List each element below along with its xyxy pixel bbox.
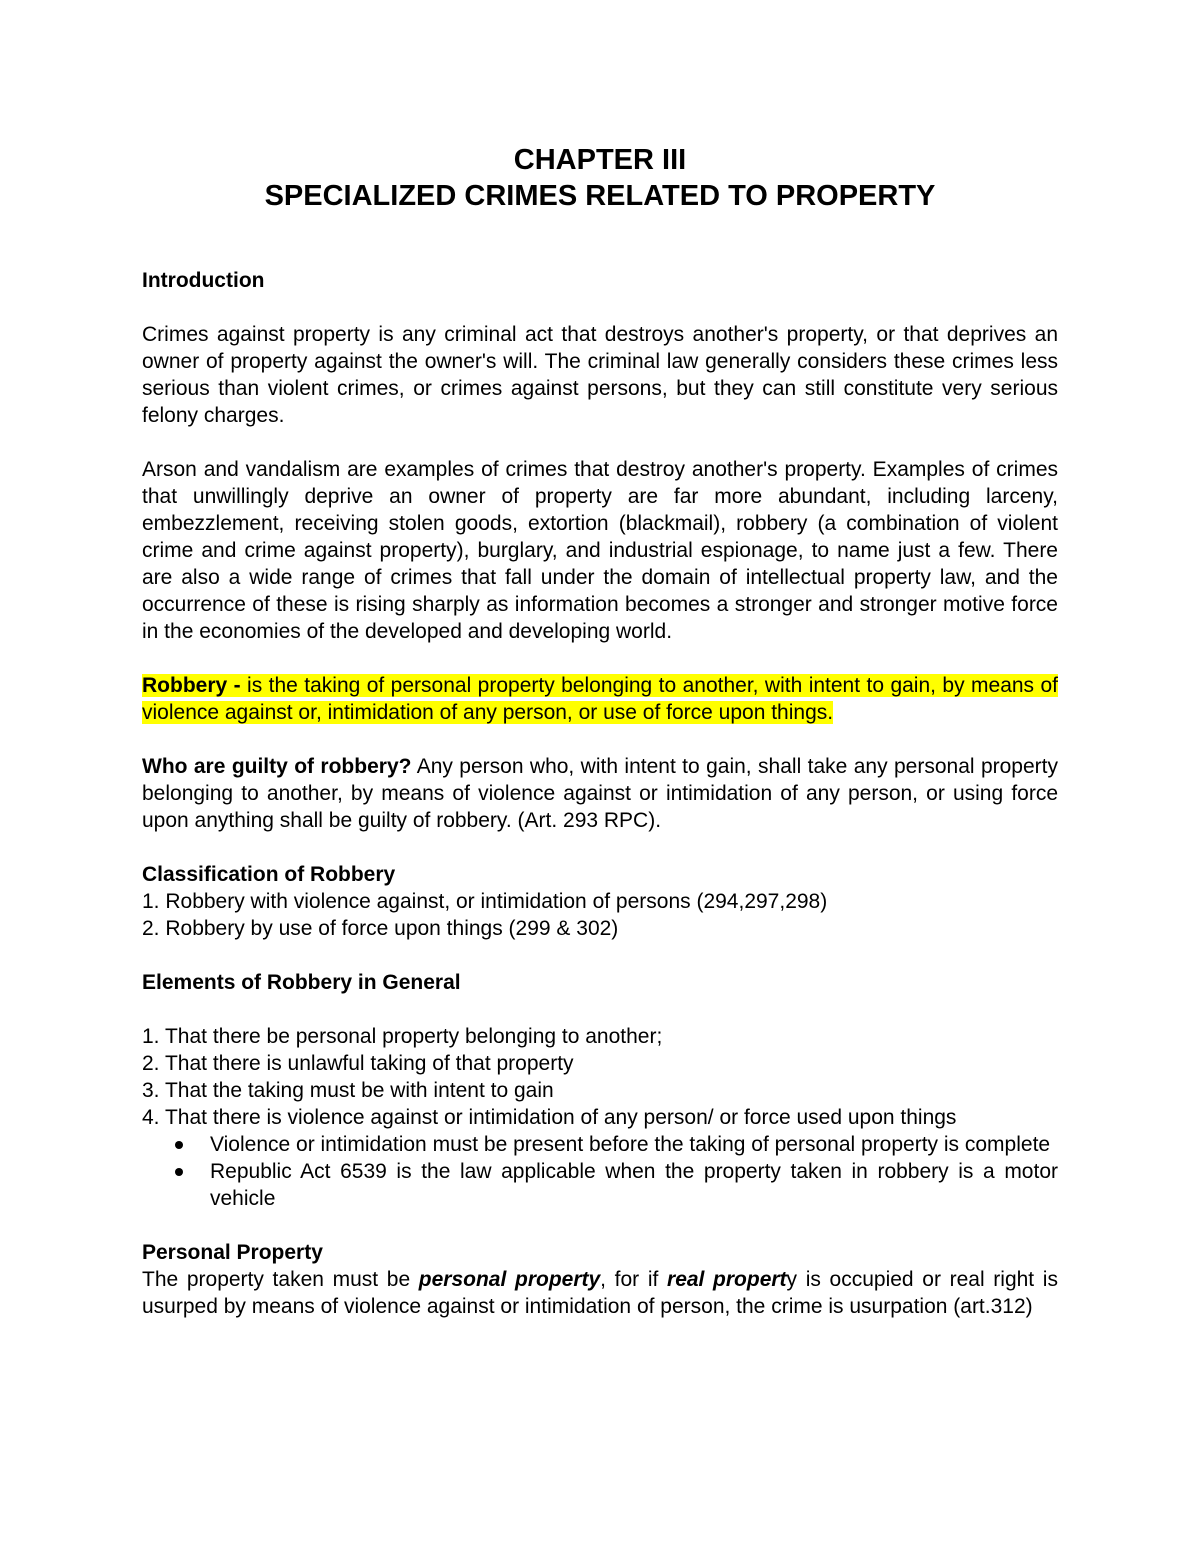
elements-item: 3. That the taking must be with intent to gain: [142, 1079, 554, 1102]
elements-list: [142, 1023, 1058, 1131]
document-page: [142, 142, 1058, 1320]
elements-item: 2. That there is unlawful taking of that property: [142, 1052, 574, 1075]
chapter-subtitle: SPECIALIZED CRIMES RELATED TO PROPERTY: [264, 180, 936, 212]
elements-heading: Elements of Robbery in General: [142, 971, 461, 994]
robbery-definition: [142, 672, 1058, 726]
pp-text-a: The property taken must be: [142, 1268, 419, 1291]
guilty-question: Who are guilty of robbery?: [142, 755, 412, 778]
chapter-title: [142, 142, 1058, 214]
bullet-text: Republic Act 6539 is the law applicable when the property taken in robbery is a motor vehicle: [210, 1160, 1058, 1210]
classification-heading: Classification of Robbery: [142, 863, 396, 886]
elements-item: 1. That there be personal property belonging to another;: [142, 1025, 663, 1048]
bullet-item: [210, 1158, 1058, 1212]
robbery-definition-text: is the taking of personal property belonging to another, with intent to gain, by means of violence against or, intimidation of any person, or use of force upon things.: [142, 674, 1058, 724]
robbery-term: Robbery -: [142, 674, 241, 697]
guilty-answer: Any person who, with intent to gain, shall take any personal property belonging to another, by means of violence against or intimidation of any person, or using force upon anything shall be guilty of robbery. (Art. 293 RPC).: [142, 755, 1058, 832]
guilty-paragraph: [142, 753, 1058, 834]
bullet-icon: [175, 1168, 183, 1176]
bullet-icon: [175, 1141, 183, 1149]
introduction-heading: Introduction: [142, 269, 265, 292]
intro-paragraph-2: Arson and vandalism are examples of crimes that destroy another's property. Examples of crimes that unwillingly deprive an owner of property are far more abundant, including larceny, embezzlement, receiving stolen goods, extortion (blackmail), robbery (a combination of violent crime and crime against property), burglary, and industrial espionage, to name just a few. There are also a wide range of crimes that fall under the domain of intellectual property law, and the occurrence of these is rising sharply as information becomes a stronger and stronger motive force in the economies of the developed and developing world.: [142, 458, 1058, 643]
elements-bullet-list: [142, 1131, 1058, 1212]
bullet-item: [210, 1131, 1058, 1158]
classification-item: 2. Robbery by use of force upon things (299 & 302): [142, 917, 619, 940]
chapter-number: CHAPTER III: [513, 144, 687, 176]
pp-text-c: y is occupied or real right is usurped by means of violence against or intimidation of person, the crime is usurpation (art.312): [142, 1268, 1058, 1318]
personal-property-paragraph: [142, 1266, 1058, 1320]
classification-list: [142, 888, 1058, 942]
intro-paragraph-1: Crimes against property is any criminal act that destroys another's property, or that deprives an owner of property against the owner's will. The criminal law generally considers these crimes less serious than violent crimes, or crimes against persons, but they can still constitute very serious felony charges.: [142, 323, 1058, 427]
pp-emphasis-real: real propert: [667, 1268, 787, 1291]
personal-property-heading: Personal Property: [142, 1241, 323, 1264]
elements-item: 4. That there is violence against or intimidation of any person/ or force used upon things: [142, 1106, 957, 1129]
bullet-text: Violence or intimidation must be present before the taking of personal property is complete: [210, 1133, 1051, 1156]
pp-emphasis-personal: personal property: [418, 1268, 601, 1291]
classification-item: 1. Robbery with violence against, or intimidation of persons (294,297,298): [142, 890, 828, 913]
pp-text-b: , for if: [600, 1268, 668, 1291]
